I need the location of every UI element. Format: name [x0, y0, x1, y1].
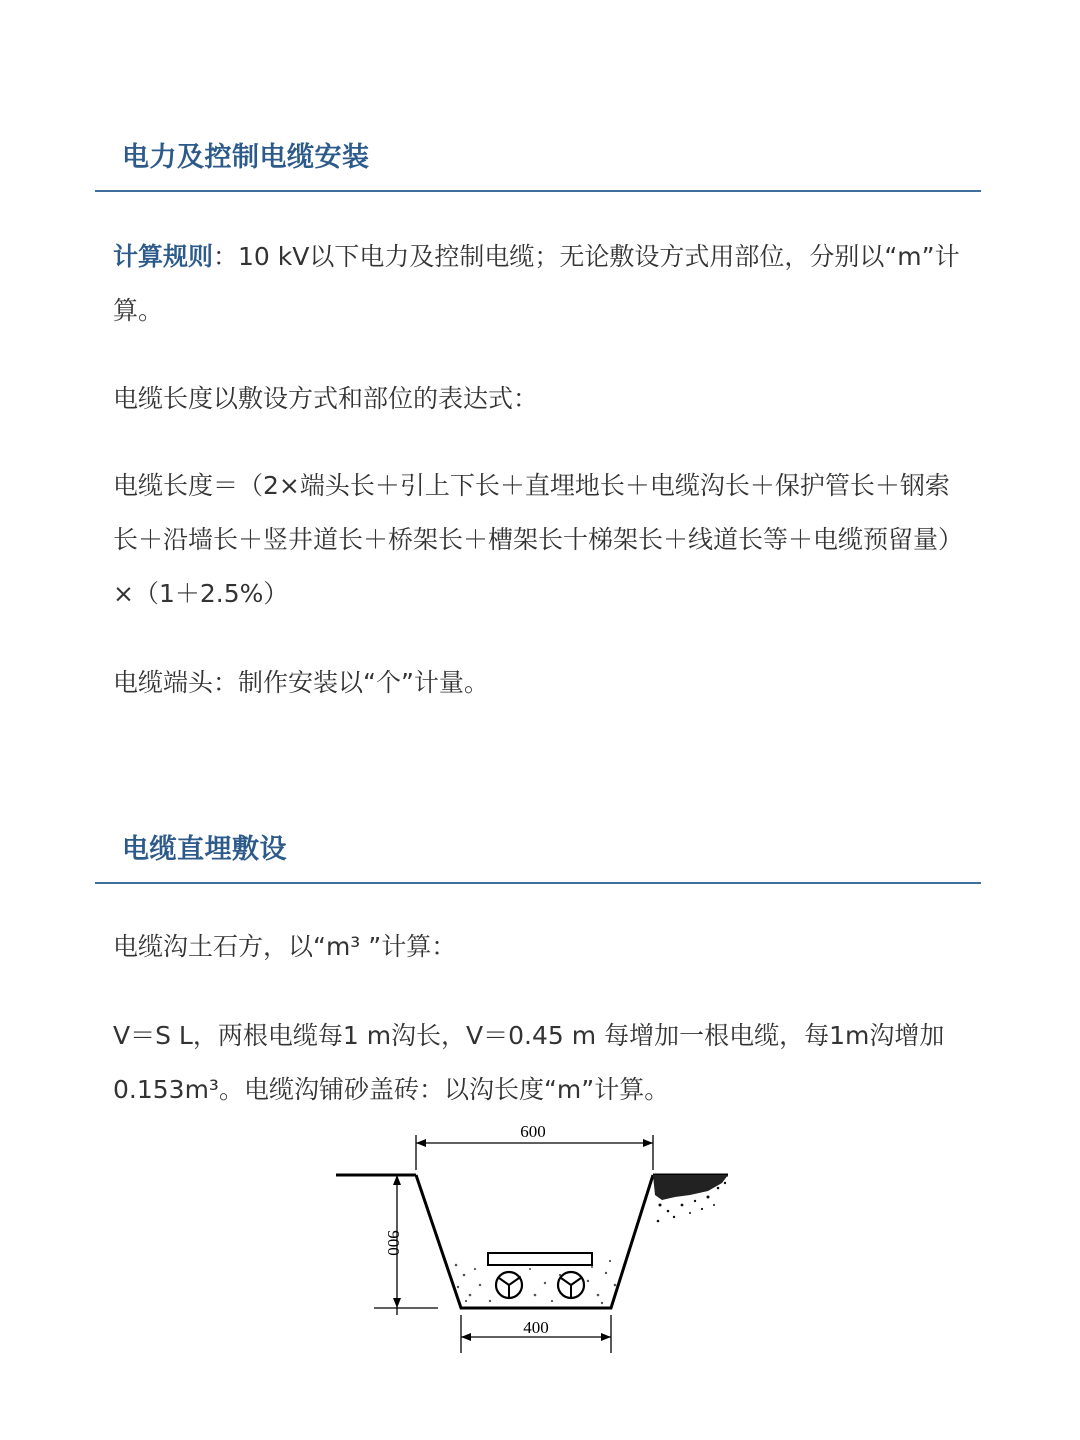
calculation-rule [113, 230, 973, 338]
cable-trench-diagram [330, 1125, 750, 1360]
section-divider [95, 190, 981, 192]
section-title-cable-install: 电力及控制电缆安装 [122, 142, 370, 173]
length-intro: 电缆长度以敷设方式和部位的表达式： [113, 384, 539, 413]
section-title-direct-burial: 电缆直埋敷设 [122, 834, 287, 865]
volume-formula: V＝S L，两根电缆每1 m沟长，V＝0.45 m 每增加一根电缆，每1m沟增加0.153m³。电缆沟铺砂盖砖：以沟长度“m”计算。 [113, 1021, 945, 1104]
top-width-label: 600 [520, 1125, 546, 1141]
cable-head-rule: 电缆端头：制作安装以“个”计量。 [113, 668, 489, 697]
rule-text: ：10 kV以下电力及控制电缆；无论敷设方式用部位，分别以“m”计算。 [113, 242, 960, 325]
depth-label: 900 [384, 1230, 403, 1256]
length-formula: 电缆长度＝（2×端头长＋引上下长＋直埋地长＋电缆沟长＋保护管长＋钢索长＋沿墙长＋竖井道长＋桥架长＋槽架长十梯架长＋线道长等＋电缆预留量）×（1＋2.5%） [113, 471, 964, 608]
bottom-width-label: 400 [523, 1318, 549, 1337]
section-divider [95, 882, 981, 884]
rule-label: 计算规则 [113, 242, 214, 271]
trench-volume-rule: 电缆沟土石方，以“m³ ”计算： [113, 932, 457, 961]
